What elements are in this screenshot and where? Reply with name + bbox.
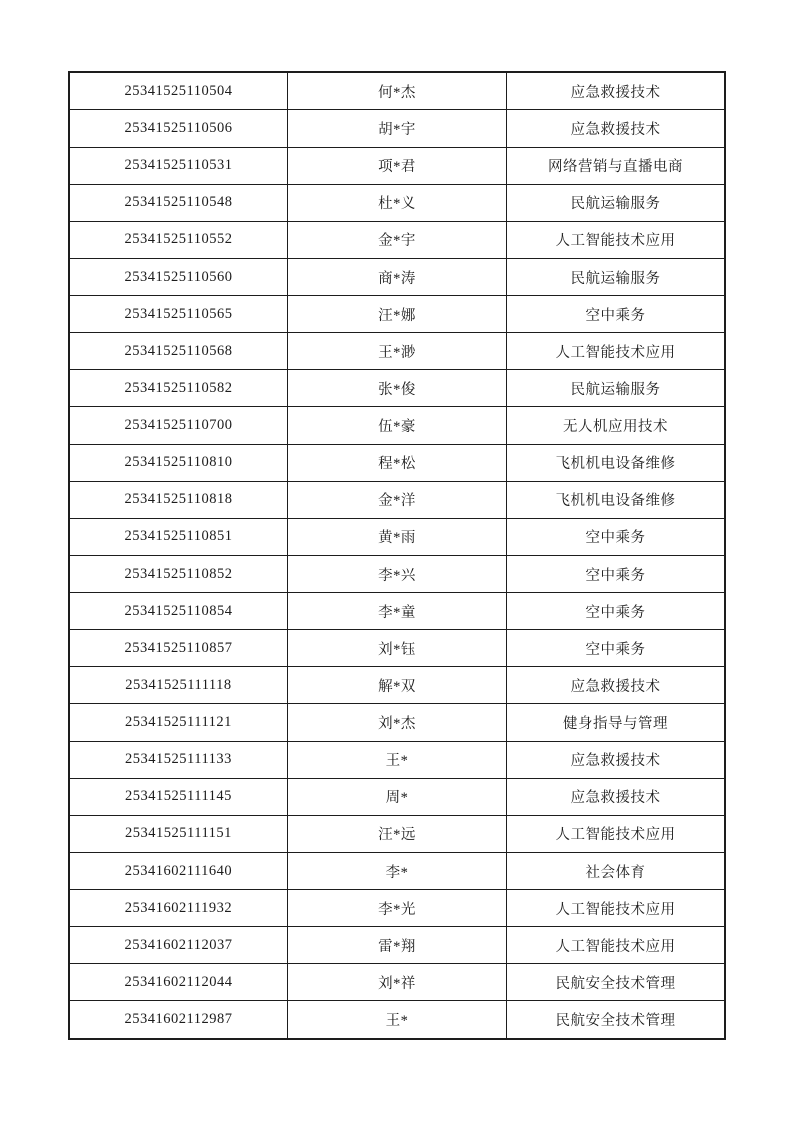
major-cell: 民航安全技术管理 (507, 964, 725, 1001)
table-row (69, 481, 725, 518)
major-cell: 民航运输服务 (507, 258, 725, 295)
candidate-name-cell: 汪*娜 (287, 296, 506, 333)
candidate-id-cell: 25341525110506 (69, 110, 287, 147)
major-cell: 社会体育 (507, 852, 725, 889)
candidate-id-cell: 25341602111640 (69, 852, 287, 889)
candidate-name-cell: 李*兴 (287, 555, 506, 592)
table-row (69, 1001, 725, 1039)
major-cell: 人工智能技术应用 (507, 221, 725, 258)
table-row (69, 555, 725, 592)
major-cell: 空中乘务 (507, 593, 725, 630)
candidate-id-cell: 25341525110531 (69, 147, 287, 184)
major-cell: 无人机应用技术 (507, 407, 725, 444)
candidate-name-cell: 项*君 (287, 147, 506, 184)
candidate-id-cell: 25341525111151 (69, 815, 287, 852)
major-cell: 应急救援技术 (507, 72, 725, 110)
table-row (69, 444, 725, 481)
candidate-id-cell: 25341525111121 (69, 704, 287, 741)
candidate-id-cell: 25341525110857 (69, 630, 287, 667)
table-row (69, 147, 725, 184)
candidate-name-cell: 解*双 (287, 667, 506, 704)
candidate-id-cell: 25341525111118 (69, 667, 287, 704)
table-row (69, 333, 725, 370)
table-row (69, 704, 725, 741)
candidate-id-cell: 25341525110851 (69, 518, 287, 555)
candidate-id-cell: 25341525110700 (69, 407, 287, 444)
candidate-name-cell: 刘*钰 (287, 630, 506, 667)
table-row (69, 890, 725, 927)
candidate-table-container (68, 71, 726, 1040)
table-row (69, 852, 725, 889)
table-row (69, 370, 725, 407)
candidate-id-cell: 25341525110560 (69, 258, 287, 295)
candidate-table (68, 71, 726, 1040)
candidate-id-cell: 25341525110852 (69, 555, 287, 592)
candidate-name-cell: 程*松 (287, 444, 506, 481)
candidate-name-cell: 刘*杰 (287, 704, 506, 741)
table-row (69, 964, 725, 1001)
candidate-id-cell: 25341525110582 (69, 370, 287, 407)
candidate-id-cell: 25341602112987 (69, 1001, 287, 1039)
table-row (69, 630, 725, 667)
candidate-id-cell: 25341525110818 (69, 481, 287, 518)
table-row (69, 741, 725, 778)
major-cell: 民航运输服务 (507, 370, 725, 407)
candidate-name-cell: 汪*远 (287, 815, 506, 852)
candidate-name-cell: 李*童 (287, 593, 506, 630)
candidate-id-cell: 25341602112044 (69, 964, 287, 1001)
major-cell: 空中乘务 (507, 296, 725, 333)
major-cell: 飞机机电设备维修 (507, 481, 725, 518)
major-cell: 人工智能技术应用 (507, 927, 725, 964)
table-row (69, 927, 725, 964)
table-row (69, 593, 725, 630)
table-row (69, 296, 725, 333)
major-cell: 人工智能技术应用 (507, 890, 725, 927)
candidate-id-cell: 25341525110810 (69, 444, 287, 481)
candidate-table-body (69, 72, 725, 1039)
candidate-name-cell: 王* (287, 741, 506, 778)
table-row (69, 518, 725, 555)
candidate-name-cell: 伍*豪 (287, 407, 506, 444)
candidate-id-cell: 25341525111145 (69, 778, 287, 815)
candidate-name-cell: 刘*祥 (287, 964, 506, 1001)
candidate-name-cell: 王*渺 (287, 333, 506, 370)
major-cell: 应急救援技术 (507, 110, 725, 147)
candidate-id-cell: 25341602112037 (69, 927, 287, 964)
candidate-name-cell: 黄*雨 (287, 518, 506, 555)
table-row (69, 110, 725, 147)
candidate-id-cell: 25341525110548 (69, 184, 287, 221)
table-row (69, 407, 725, 444)
candidate-name-cell: 雷*翔 (287, 927, 506, 964)
major-cell: 飞机机电设备维修 (507, 444, 725, 481)
table-row (69, 815, 725, 852)
candidate-id-cell: 25341525110504 (69, 72, 287, 110)
candidate-name-cell: 周* (287, 778, 506, 815)
candidate-name-cell: 杜*义 (287, 184, 506, 221)
table-row (69, 72, 725, 110)
candidate-name-cell: 李*光 (287, 890, 506, 927)
major-cell: 空中乘务 (507, 555, 725, 592)
table-row (69, 221, 725, 258)
candidate-name-cell: 金*宇 (287, 221, 506, 258)
major-cell: 民航运输服务 (507, 184, 725, 221)
candidate-name-cell: 金*洋 (287, 481, 506, 518)
major-cell: 人工智能技术应用 (507, 815, 725, 852)
candidate-id-cell: 25341525110568 (69, 333, 287, 370)
table-row (69, 184, 725, 221)
candidate-name-cell: 李* (287, 852, 506, 889)
major-cell: 人工智能技术应用 (507, 333, 725, 370)
table-row (69, 258, 725, 295)
candidate-name-cell: 何*杰 (287, 72, 506, 110)
table-row (69, 667, 725, 704)
major-cell: 应急救援技术 (507, 778, 725, 815)
major-cell: 应急救援技术 (507, 667, 725, 704)
candidate-name-cell: 胡*宇 (287, 110, 506, 147)
major-cell: 空中乘务 (507, 630, 725, 667)
major-cell: 健身指导与管理 (507, 704, 725, 741)
candidate-name-cell: 张*俊 (287, 370, 506, 407)
candidate-id-cell: 25341525111133 (69, 741, 287, 778)
candidate-name-cell: 商*涛 (287, 258, 506, 295)
candidate-id-cell: 25341525110552 (69, 221, 287, 258)
candidate-name-cell: 王* (287, 1001, 506, 1039)
major-cell: 民航安全技术管理 (507, 1001, 725, 1039)
major-cell: 空中乘务 (507, 518, 725, 555)
major-cell: 网络营销与直播电商 (507, 147, 725, 184)
major-cell: 应急救援技术 (507, 741, 725, 778)
candidate-id-cell: 25341602111932 (69, 890, 287, 927)
candidate-id-cell: 25341525110854 (69, 593, 287, 630)
table-row (69, 778, 725, 815)
candidate-id-cell: 25341525110565 (69, 296, 287, 333)
